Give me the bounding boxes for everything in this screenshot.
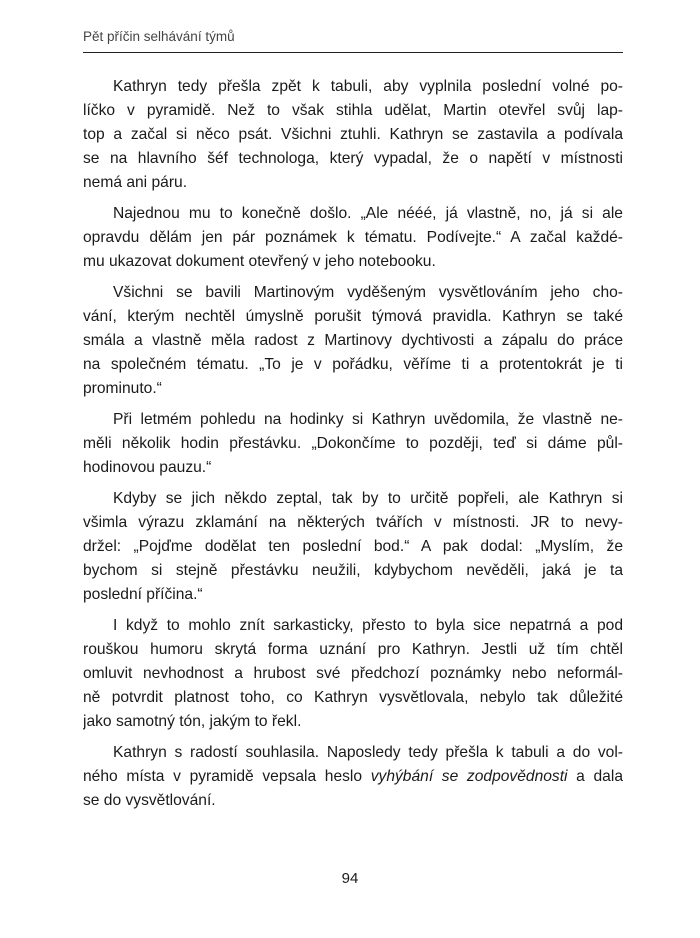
- paragraph: [83, 487, 623, 607]
- running-header: [83, 26, 623, 53]
- text-line: smála a vlastně měla radost z Martinovy dychtivosti a zápalu do práce: [83, 332, 623, 349]
- text-line: I když to mohlo znít sarkasticky, přesto to byla sice nepatrná a pod: [113, 617, 623, 634]
- text-line: všimla výrazu zklamání na některých tvářích v místnosti. JR to nevy-: [83, 514, 623, 531]
- text-line: ně potvrdit platnost toho, co Kathryn vysvětlovala, nebylo tak důležité: [83, 689, 623, 706]
- text-line: se do vysvětlování.: [83, 792, 216, 809]
- paragraph: [83, 614, 623, 734]
- text-line: vání, kterým nechtěl úmyslně porušit týmová pravidla. Kathryn se také: [83, 308, 623, 325]
- text-line: měli několik hodin přestávku. „Dokončíme to později, teď si dáme půl-: [83, 435, 623, 452]
- italic-term: vyhýbání se zodpovědnosti: [370, 768, 568, 785]
- text-line: hodinovou pauzu.“: [83, 459, 212, 476]
- page-number: 94: [341, 870, 359, 887]
- paragraph: [83, 202, 623, 274]
- text-segment: ného místa v pyramidě vepsala heslo: [83, 768, 371, 785]
- text-line: opravdu dělám jen pár poznámek k tématu. Podívejte.“ A začal každé-: [83, 229, 623, 246]
- text-line: Všichni se bavili Martinovým vyděšeným vysvětlováním jeho cho-: [113, 284, 623, 301]
- text-line: [83, 765, 623, 789]
- text-line: jako samotný tón, jakým to řekl.: [83, 713, 302, 730]
- text-line: Kathryn tedy přešla zpět k tabuli, aby vyplnila poslední volné po-: [113, 78, 623, 95]
- text-line: top a začal si něco psát. Všichni ztuhli. Kathryn se zastavila a podívala: [83, 126, 623, 143]
- running-title: Pět příčin selhávání týmů: [83, 29, 235, 44]
- text-line: omluvit nevhodnost a hrubost své předchozí poznámky nebo neformál-: [83, 665, 623, 682]
- text-line: se na hlavního šéf technologa, který vypadal, že o napětí v místnosti: [83, 150, 623, 167]
- page-body: [83, 75, 623, 820]
- text-line: Při letmém pohledu na hodinky si Kathryn uvědomila, že vlastně ne-: [113, 411, 623, 428]
- paragraph: [83, 281, 623, 401]
- text-line: líčko v pyramidě. Než to však stihla udělat, Martin otevřel svůj lap-: [83, 102, 623, 119]
- text-line: Kathryn s radostí souhlasila. Naposledy tedy přešla k tabuli a do vol-: [113, 744, 623, 761]
- paragraph: [83, 75, 623, 195]
- text-line: bychom si stejně přestávku neužili, kdybychom nevěděli, jaká je ta: [83, 562, 623, 579]
- paragraph: [83, 408, 623, 480]
- text-line: poslední příčina.“: [83, 586, 203, 603]
- text-line: na společném tématu. „To je v pořádku, věříme ti a protentokrát je ti: [83, 356, 623, 373]
- text-line: prominuto.“: [83, 380, 162, 397]
- text-line: Najednou mu to konečně došlo. „Ale nééé, já vlastně, no, já si ale: [113, 205, 623, 222]
- paragraph: [83, 741, 623, 813]
- text-line: mu ukazovat dokument otevřený v jeho notebooku.: [83, 253, 436, 270]
- text-line: Kdyby se jich někdo zeptal, tak by to určitě popřeli, ale Kathryn si: [113, 490, 623, 507]
- text-line: nemá ani páru.: [83, 174, 188, 191]
- text-segment: a dala: [567, 768, 623, 785]
- text-line: držel: „Pojďme dodělat ten poslední bod.“ A pak dodal: „Myslím, že: [83, 538, 623, 555]
- text-line: rouškou humoru skrytá forma uznání pro Kathryn. Jestli už tím chtěl: [83, 641, 623, 658]
